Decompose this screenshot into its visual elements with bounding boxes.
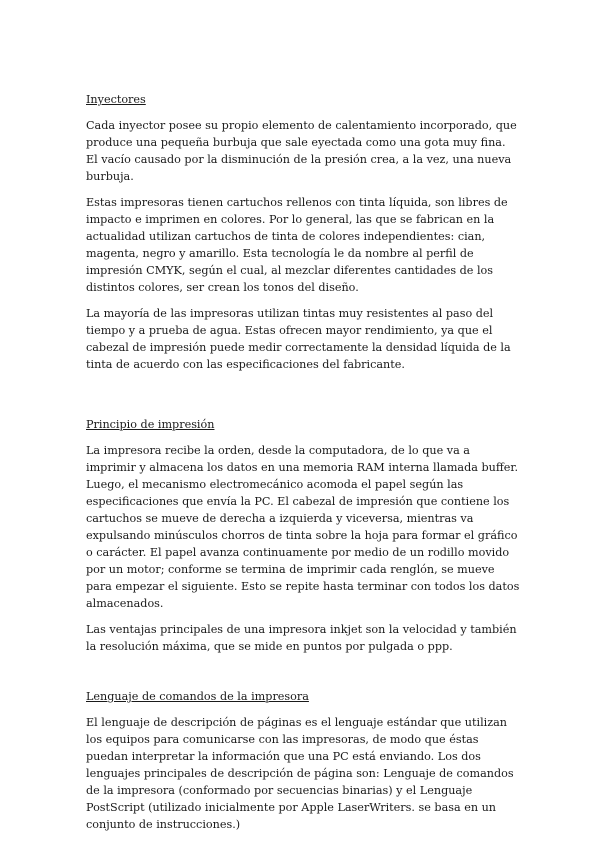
paragraph: La impresora recibe la orden, desde la computadora, de lo que va a imprimir y almacena los datos en una memoria RAM interna llamada buffer. Luego, el mecanismo electromecánico acomoda el papel según las especificaciones que envía la PC. El cabezal de impresión que contiene los cartuchos se mueve de derecha a izquierda y viceversa, mientras va expulsando minúsculos chorros de tinta sobre la hoja para formar el gráfico o carácter. El papel avanza continuamente por medio de un rodillo movido por un motor; conforme se termina de imprimir cada renglón, se mueve para empezar el siguiente. Esto se repite hasta terminar con todos los datos almacenados. [86,444,520,610]
section-inyectores [86,92,520,373]
section-heading: Principio de impresión [86,418,215,431]
section-heading: Lenguaje de comandos de la impresora [86,690,309,703]
section-heading: Inyectores [86,93,146,106]
paragraph: Cada inyector posee su propio elemento de calentamiento incorporado, que produce una pequeña burbuja que sale eyectada como una gota muy fina. El vacío causado por la disminución de la presión crea, a la vez, una nueva burbuja. [86,119,517,183]
paragraph: La mayoría de las impresoras utilizan tintas muy resistentes al paso del tiempo y a prueba de agua. Estas ofrecen mayor rendimiento, ya que el cabezal de impresión puede medir correctamente la densidad líquida de la tinta de acuerdo con las especificaciones del fabricante. [86,307,511,371]
section-lenguaje [86,689,520,833]
document-page [86,92,520,842]
paragraph: Las ventajas principales de una impresora inkjet son la velocidad y también la resolución máxima, que se mide en puntos por pulgada o ppp. [86,623,517,653]
paragraph: Estas impresoras tienen cartuchos rellenos con tinta líquida, son libres de impacto e imprimen en colores. Por lo general, las que se fabrican en la actualidad utilizan cartuchos de tinta de colores independientes: cian, magenta, negro y amarillo. Esta tecnología le da nombre al perfil de impresión CMYK, según el cual, al mezclar diferentes cantidades de los distintos colores, ser crean los tonos del diseño. [86,196,508,294]
section-principio [86,417,520,655]
paragraph: El lenguaje de descripción de páginas es el lenguaje estándar que utilizan los equipos para comunicarse con las impresoras, de modo que éstas puedan interpretar la información que una PC está enviando. Los dos lenguajes principales de descripción de página son: Lenguaje de comandos de la impresora (conformado por secuencias binarias) y el Lenguaje PostScript (utilizado inicialmente por Apple LaserWriters. se basa en un conjunto de instrucciones.) [86,716,514,831]
section-spacer [86,664,520,689]
section-spacer [86,382,520,417]
